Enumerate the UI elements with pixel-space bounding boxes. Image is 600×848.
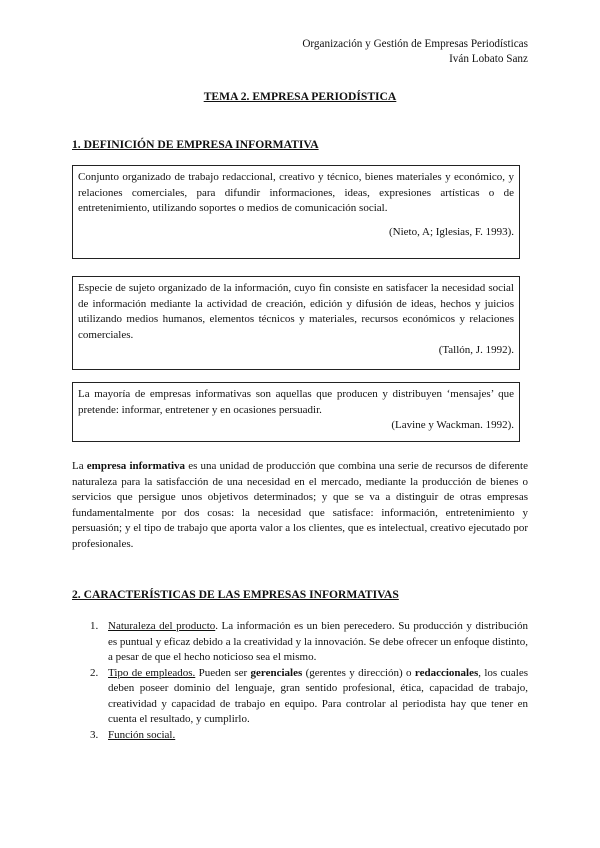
definition-paragraph: La empresa informativa es una unidad de producción que combina una serie de recursos de diferente naturaleza para la satisfacción de una necesidad en el mercado, mediante la producción de bienes o servicios que persigue unos objetivos determinados; y que se va a distinguir de otras empresas fundamentalmente por dos cosas: la necesidad que satisface: información, entretenimiento y persuasión; y el tipo de trabajo que aporta valor a los clientes, que es intelectual, creativo ejecutado por profesionales.: [72, 460, 528, 550]
quote-1-text: Conjunto organizado de trabajo redaccional, creativo y técnico, bienes materiales y económico, y relaciones comerciales, para difundir informaciones, ideas, expresiones artísticas o de entretenimiento, utilizando soportes o medios de comunicación social.: [78, 171, 514, 214]
list-item: 1. Naturaleza del producto. La información es un bien perecedero. Su producción y distribución es puntual y eficaz debido a la creatividad y la innovación. Se debe ofrecer un enfoque distinto, a pesar de que el hecho noticioso sea el mismo.: [90, 620, 528, 663]
quote-box-3: [72, 382, 520, 442]
quote-box-1: [72, 165, 520, 259]
quote-3-text: La mayoría de empresas informativas son aquellas que producen y distribuyen ‘mensajes’ que pretende: informar, entretener y en ocasiones persuadir.: [78, 388, 514, 416]
quote-2-text: Especie de sujeto organizado de la información, cuyo fin consiste en satisfacer la necesidad social de información mediante la actividad de creación, edición y difusión de ideas, hechos y juicios utilizando medios humanos, elementos técnicos y materiales, recursos económicos y relaciones comerciales.: [78, 282, 514, 341]
header-course: Organización y Gestión de Empresas Periodísticas: [302, 38, 528, 50]
quote-3-citation: (Lavine y Wackman. 1992).: [391, 419, 514, 431]
item-label: Función social.: [108, 728, 176, 741]
section-1-title: 1. DEFINICIÓN DE EMPRESA INFORMATIVA: [72, 138, 319, 151]
bold-term: empresa informativa: [86, 460, 186, 472]
list-item: 2. Tipo de empleados. Pueden ser gerenciales (gerentes y dirección) o redaccionales, los cuales deben poseer dominio del lenguaje, gran sentido profesional, ética, capacidad de trabajo, creatividad y capacidad de trabajo en equipo. Para controlar al periodista hay que tener en cuenta el resultado, y cumplirlo.: [90, 666, 528, 725]
quote-2-citation: (Tallón, J. 1992).: [438, 344, 514, 356]
item-label: Naturaleza del producto: [108, 620, 216, 632]
page-header: [302, 37, 528, 67]
quote-box-2: [72, 276, 520, 370]
section-2-title: 2. CARACTERÍSTICAS DE LAS EMPRESAS INFORMATIVAS: [72, 588, 399, 601]
characteristics-list: [72, 619, 528, 743]
document-title: TEMA 2. EMPRESA PERIODÍSTICA: [203, 90, 397, 103]
quote-1-citation: (Nieto, A; Iglesias, F. 1993).: [389, 225, 514, 238]
list-item: 3. Función social.: [90, 728, 176, 741]
item-label: Tipo de empleados.: [108, 666, 196, 679]
header-author: Iván Lobato Sanz: [449, 53, 528, 65]
